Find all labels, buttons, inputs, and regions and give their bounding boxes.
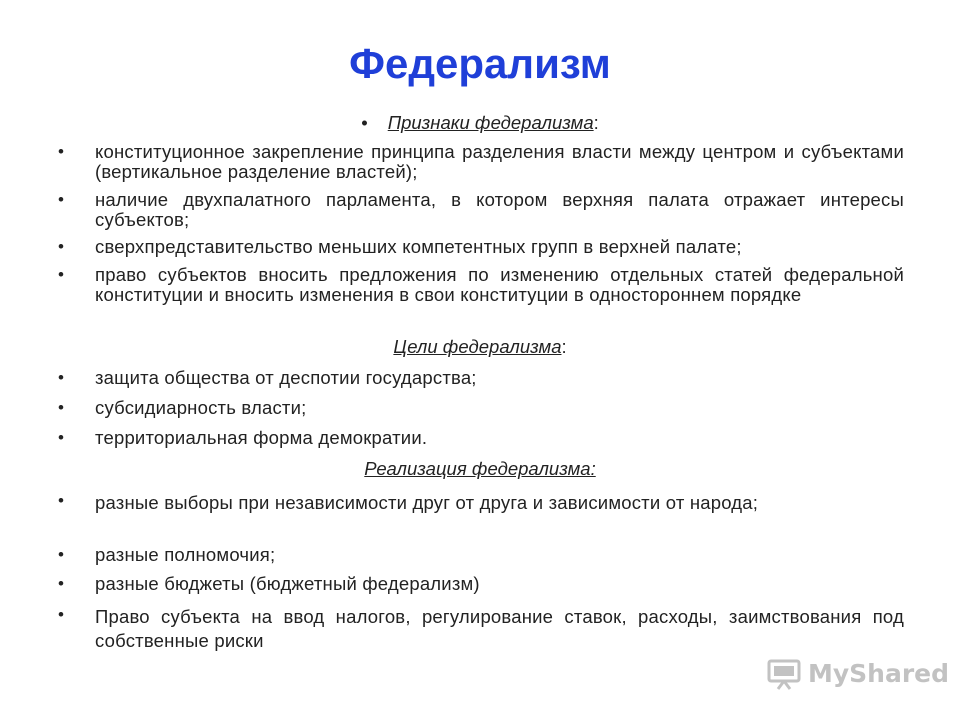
bullet-dot: •: [58, 190, 64, 209]
list-item: [58, 237, 904, 257]
list-item-text: разные бюджеты (бюджетный федерализм): [95, 573, 480, 594]
list-item-text: сверхпредставительство меньших компетентных групп в верхней палате;: [95, 236, 742, 257]
slide-title: Федерализм: [349, 40, 611, 87]
heading-bullet: •: [361, 112, 368, 133]
presentation-board-icon: [766, 658, 804, 690]
list-item-text: конституционное закрепление принципа разделения власти между центром и субъектами (вертикальное разделение властей);: [95, 141, 904, 182]
bullet-dot: •: [58, 398, 64, 417]
section-heading-implementation: [0, 458, 960, 480]
list-item-text: право субъектов вносить предложения по изменению отдельных статей федеральной конституции и вносить изменения в свои конституции в одностороннем порядке: [95, 264, 904, 305]
watermark-text: MyShared: [808, 659, 950, 688]
heading-label: Признаки федерализма: [387, 112, 594, 133]
heading-colon: :: [561, 336, 567, 357]
heading-colon: :: [593, 112, 599, 133]
list-item: [58, 491, 904, 515]
bullet-dot: •: [58, 265, 64, 284]
list-item: [58, 368, 904, 388]
bullet-dot: •: [58, 237, 64, 256]
list-item-text: разные полномочия;: [95, 544, 276, 565]
bullet-dot: •: [58, 142, 64, 161]
section-heading-goals: [0, 336, 960, 358]
bullet-dot: •: [58, 491, 64, 510]
list-item: [58, 142, 904, 182]
list-item-text: территориальная форма демократии.: [95, 427, 428, 448]
list-item: [58, 605, 904, 653]
heading-label: Реализация федерализма:: [364, 458, 596, 479]
list-item-text: наличие двухпалатного парламента, в котором верхняя палата отражает интересы субъектов;: [95, 189, 904, 230]
list-item-text: Право субъекта на ввод налогов, регулирование ставок, расходы, заимствования под собственные риски: [95, 606, 904, 651]
bullet-dot: •: [58, 574, 64, 593]
watermark-logo: [766, 654, 950, 694]
section-heading-signs: [0, 112, 960, 134]
heading-label: Цели федерализма: [393, 336, 562, 357]
bullet-dot: •: [58, 605, 64, 624]
list-item-text: разные выборы при независимости друг от друга и зависимости от народа;: [95, 492, 759, 513]
list-item: [58, 545, 904, 565]
list-item: [58, 190, 904, 230]
bullet-dot: •: [58, 545, 64, 564]
bullet-dot: •: [58, 368, 64, 387]
bullet-dot: •: [58, 428, 64, 447]
list-item: [58, 428, 904, 448]
list-item: [58, 574, 904, 594]
list-item-text: защита общества от деспотии государства;: [95, 367, 477, 388]
list-item: [58, 265, 904, 305]
list-item: [58, 398, 904, 418]
list-item-text: субсидиарность власти;: [95, 397, 307, 418]
